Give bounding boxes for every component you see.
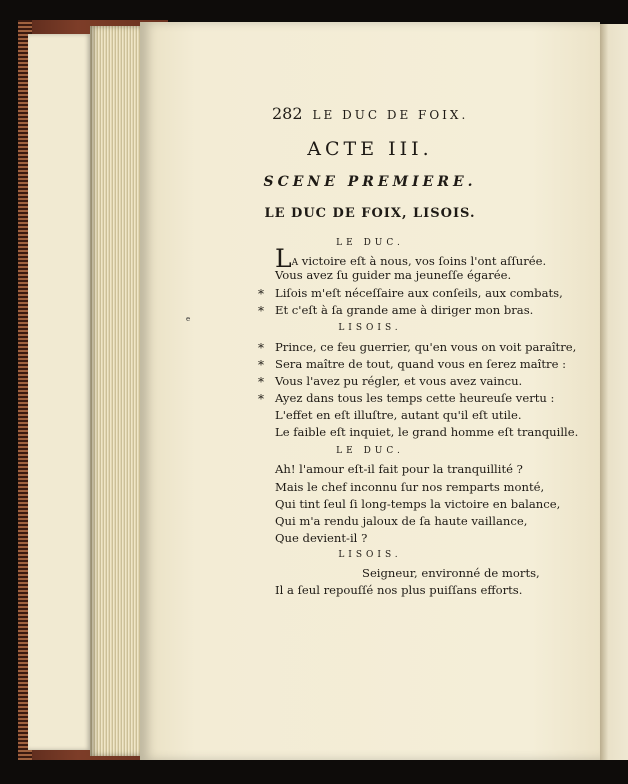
- verse-line: Le faible eſt inquiet, le grand homme eſt tranquille.: [275, 425, 579, 439]
- verse-line: Vous avez ſu guider ma jeuneſſe égarée.: [275, 268, 512, 282]
- verse-line: Que devient-il ?: [275, 531, 368, 545]
- verse-line: LA victoire eſt à nous, vos ſoins l'ont aſſurée.: [275, 244, 547, 273]
- asterisk-mark: *: [258, 375, 264, 389]
- verse-line: Qui tint ſeul ſi long-temps la victoire en balance,: [275, 497, 561, 511]
- verse-line: Vous l'avez pu régler, et vous avez vaincu.: [275, 374, 523, 388]
- running-title: LE DUC DE FOIX.: [312, 108, 469, 122]
- verse-line: L'effet en eſt illuſtre, autant qu'il eſt utile.: [275, 408, 522, 422]
- speaker-heading: LISOIS.: [338, 323, 402, 333]
- speaker-heading: LE DUC.: [336, 238, 404, 248]
- verse-line: Mais le chef inconnu ſur nos remparts monté,: [275, 480, 545, 494]
- verse-line: Qui m'a rendu jaloux de ſa haute vaillance,: [275, 514, 528, 528]
- page-edges: [90, 26, 142, 756]
- verse-line: Ah! l'amour eſt-il fait pour la tranquillité ?: [275, 462, 523, 476]
- asterisk-mark: *: [258, 304, 264, 318]
- verse-line: Prince, ce feu guerrier, qu'en vous on voit paraître,: [275, 340, 577, 354]
- verse-line: Et c'eſt à ſa grande ame à diriger mon bras.: [275, 303, 534, 317]
- speaker-heading: LISOIS.: [338, 550, 402, 560]
- stray-ink-mark: e: [186, 315, 191, 323]
- verse-line: Sera maître de tout, quand vous en ſerez maître :: [275, 357, 567, 371]
- character-list: LE DUC DE FOIX, LISOIS.: [264, 206, 476, 221]
- asterisk-mark: *: [258, 341, 264, 355]
- verse-line: Il a ſeul repouſſé nos plus puiſſans efforts.: [275, 583, 523, 597]
- asterisk-mark: *: [258, 358, 264, 372]
- verse-line: Ayez dans tous les temps cette heureuſe vertu :: [275, 391, 555, 405]
- act-title: ACTE III.: [307, 138, 433, 160]
- running-header: [272, 104, 468, 123]
- endpaper: [28, 34, 90, 750]
- scene-title: SCENE PREMIERE.: [263, 174, 477, 190]
- speaker-heading: LE DUC.: [336, 446, 404, 456]
- facing-page-edge: [600, 24, 628, 760]
- drop-cap: L: [275, 244, 292, 273]
- asterisk-mark: *: [258, 287, 264, 301]
- verse-line: Liſois m'eſt néceſſaire aux conſeils, aux combats,: [275, 286, 563, 300]
- page-number: 282: [272, 104, 303, 123]
- verse-line: Seigneur, environné de morts,: [362, 566, 540, 580]
- asterisk-mark: *: [258, 392, 264, 406]
